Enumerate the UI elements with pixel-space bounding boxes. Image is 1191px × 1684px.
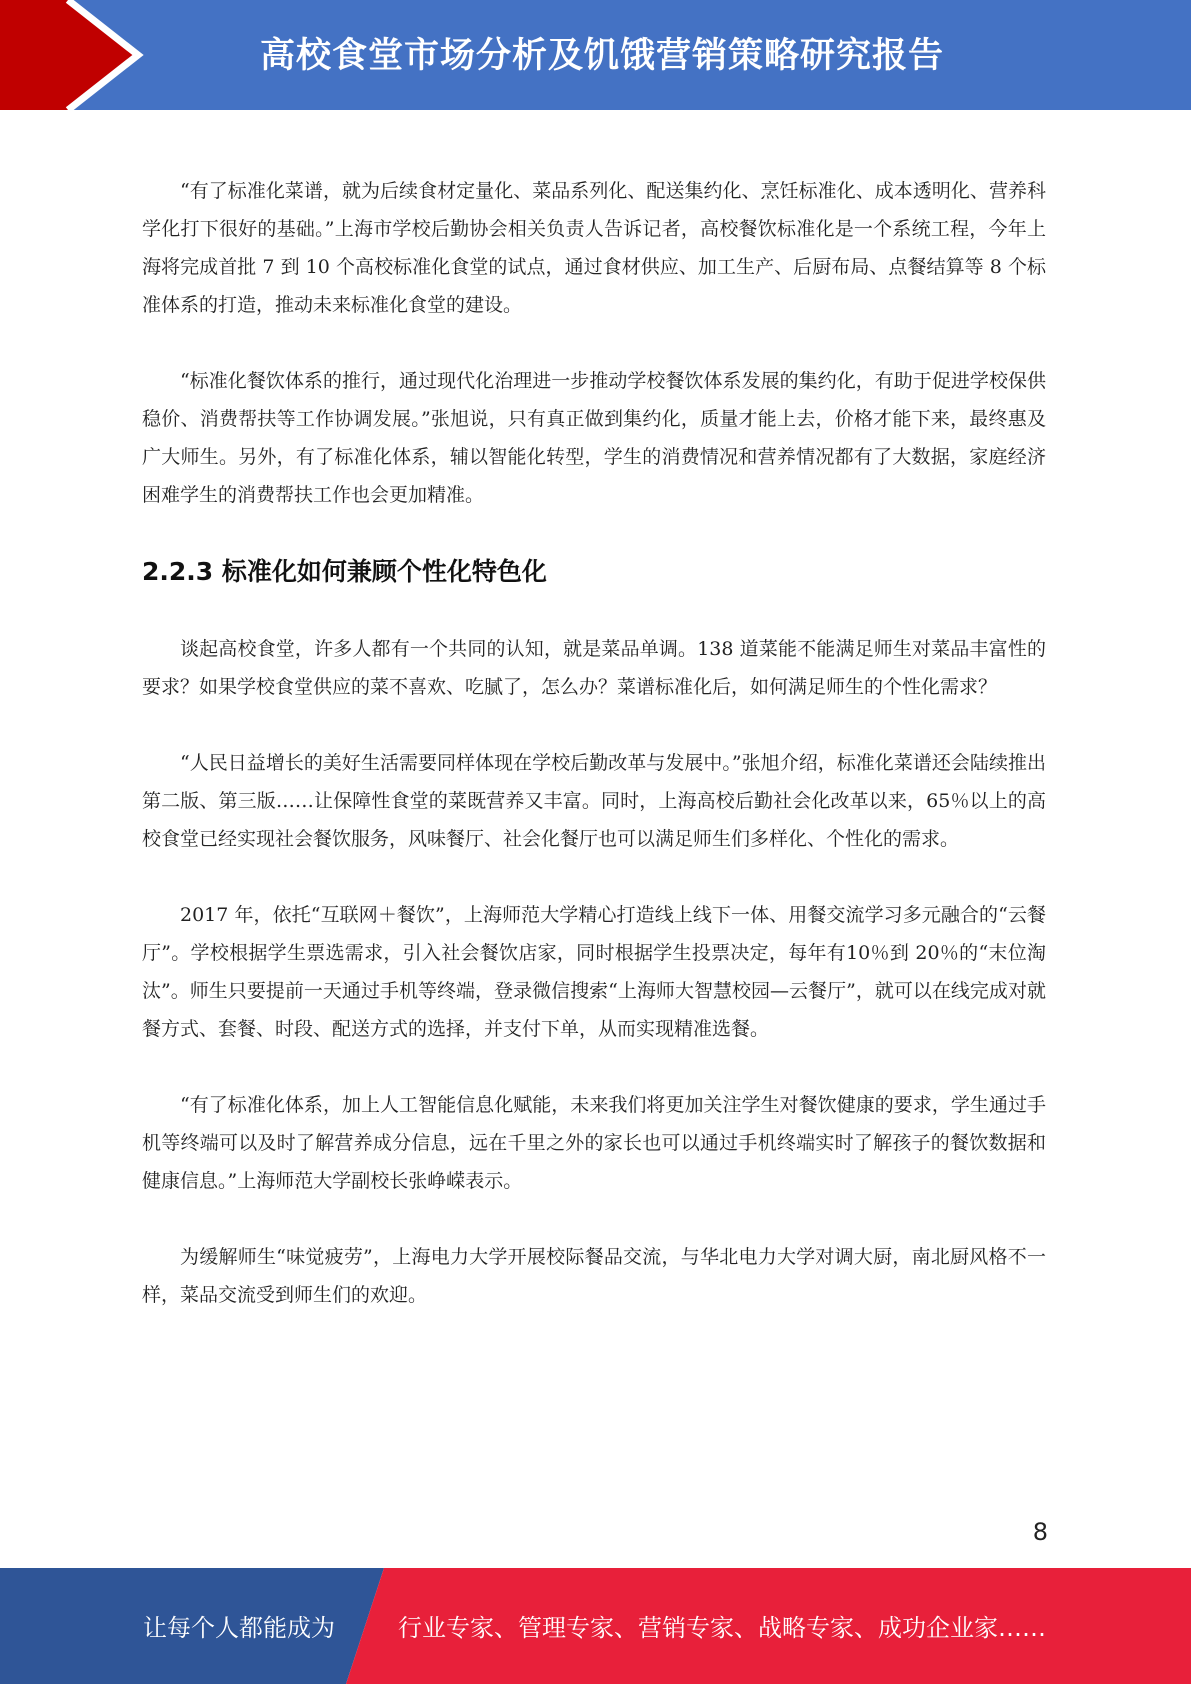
page-footer (0, 1568, 1191, 1684)
page-number: 8 (1032, 1518, 1048, 1546)
header-arrow-decoration (0, 0, 160, 110)
paragraph-4: “人民日益增长的美好生活需要同样体现在学校后勤改革与发展中。”张旭介绍，标准化菜谱还会陆续推出第二版、第三版……让保障性食堂的菜既营养又丰富。同时，上海高校后勤社会化改革以来，65％以上的高校食堂已经实现社会餐饮服务，风味餐厅、社会化餐厅也可以满足师生们多样化、个性化的需求。 (142, 752, 1046, 850)
report-title: 高校食堂市场分析及饥饿营销策略研究报告 (260, 36, 945, 76)
paragraph-1: “有了标准化菜谱，就为后续食材定量化、菜品系列化、配送集约化、烹饪标准化、成本透明化、营养科学化打下很好的基础。”上海市学校后勤协会相关负责人告诉记者，高校餐饮标准化是一个系统工程，今年上海将完成首批 7 到 10 个高校标准化食堂的试点，通过食材供应、加工生产、后厨布局、点餐结算等 8 个标准体系的打造，推动未来标准化食堂的建设。 (142, 180, 1046, 316)
paragraph-3: 谈起高校食堂，许多人都有一个共同的认知，就是菜品单调。138 道菜能不能满足师生对菜品丰富性的要求？如果学校食堂供应的菜不喜欢、吃腻了，怎么办？菜谱标准化后，如何满足师生的个性化需求？ (142, 638, 1046, 698)
paragraph-6: “有了标准化体系，加上人工智能信息化赋能，未来我们将更加关注学生对餐饮健康的要求，学生通过手机等终端可以及时了解营养成分信息，远在千里之外的家长也可以通过手机终端实时了解孩子的餐饮数据和健康信息。”上海师范大学副校长张峥嵘表示。 (142, 1094, 1046, 1192)
document-body (142, 172, 1046, 1314)
paragraph-5: 2017 年，依托“互联网＋餐饮”，上海师范大学精心打造线上线下一体、用餐交流学习多元融合的“云餐厅”。学校根据学生票选需求，引入社会餐饮店家，同时根据学生投票决定，每年有10％到 20％的“末位淘汰”。师生只要提前一天通过手机等终端，登录微信搜索“上海师大智慧校园—云餐厅”，就可以在线完成对就餐方式、套餐、时段、配送方式的选择，并支付下单，从而实现精准选餐。 (142, 904, 1046, 1040)
section-heading: 2.2.3 标准化如何兼顾个性化特色化 (142, 557, 547, 586)
paragraph-2: “标准化餐饮体系的推行，通过现代化治理进一步推动学校餐饮体系发展的集约化，有助于促进学校保供稳价、消费帮扶等工作协调发展。”张旭说，只有真正做到集约化，质量才能上去，价格才能下来，最终惠及广大师生。另外，有了标准化体系，辅以智能化转型，学生的消费情况和营养情况都有了大数据，家庭经济困难学生的消费帮扶工作也会更加精准。 (142, 370, 1046, 506)
paragraph-7: 为缓解师生“味觉疲劳”，上海电力大学开展校际餐品交流，与华北电力大学对调大厨，南北厨风格不一样，菜品交流受到师生们的欢迎。 (142, 1246, 1046, 1306)
page-header (0, 0, 1191, 110)
footer-slogan-right: 行业专家、管理专家、营销专家、战略专家、成功企业家…… (398, 1614, 1046, 1642)
footer-slogan-left: 让每个人都能成为 (143, 1614, 335, 1642)
